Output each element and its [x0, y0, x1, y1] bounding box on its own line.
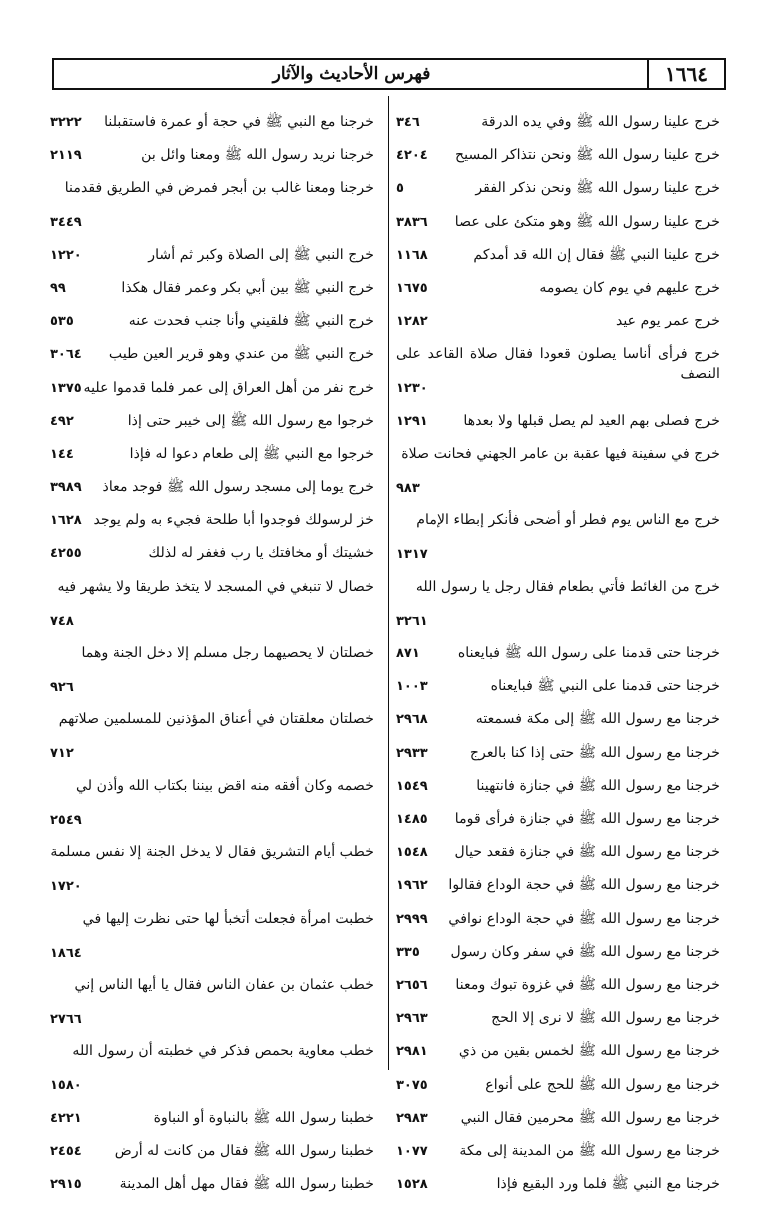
hadith-incipit-text: خرج مع الناس يوم فطر أو أضحى فأنكر إبطاء الإمام	[416, 512, 720, 529]
hadith-reference-number: ٤٢٠٤	[396, 148, 428, 164]
hadith-incipit-text: خرج في سفينة فيها عقبة بن عامر الجهني فحانت صلاة	[401, 445, 720, 462]
index-entry	[50, 709, 374, 775]
hadith-incipit-text: خطبت امرأة فجعلت أتخبأ لها حتى نظرت إليها في	[82, 910, 374, 927]
index-entry	[396, 1041, 720, 1074]
index-entry	[396, 975, 720, 1008]
hadith-incipit-text: خرجنا مع رسول الله ﷺ في جنازة فقعد حيال	[454, 844, 720, 861]
hadith-incipit-text: خرج النبي ﷺ من عندي وهو قرير العين طيب	[108, 346, 374, 363]
index-entry	[396, 212, 720, 245]
index-entry	[396, 577, 720, 643]
hadith-reference-number: ١٦٧٥	[396, 280, 428, 296]
hadith-reference-number: ١٣٧٥	[50, 380, 82, 396]
hadith-reference-number: ١٢٩١	[396, 413, 428, 429]
hadith-reference-number: ٣٩٨٩	[50, 480, 82, 496]
hadith-reference-number: ٤٢٢١	[50, 1110, 82, 1126]
hadith-reference-number: ٤٩٢	[50, 413, 74, 429]
index-entry	[396, 278, 720, 311]
index-entry	[396, 510, 720, 576]
hadith-incipit-text: خرجنا مع رسول الله ﷺ لا نرى إلا الحج	[491, 1010, 720, 1027]
hadith-reference-number: ٤٢٥٥	[50, 546, 82, 562]
index-entry	[396, 178, 720, 211]
hadith-incipit-text: خرجنا ومعنا غالب بن أبجر فمرض في الطريق فقدمنا	[64, 180, 374, 197]
hadith-reference-number: ٧٤٨	[50, 613, 74, 629]
index-entry	[50, 344, 374, 377]
hadith-reference-number: ١٢٢٠	[50, 247, 82, 263]
index-entry	[50, 1141, 374, 1174]
hadith-incipit-text: خرجنا مع رسول الله ﷺ من المدينة إلى مكة	[459, 1142, 720, 1159]
index-entry	[396, 411, 720, 444]
index-entry	[396, 444, 720, 510]
hadith-reference-number: ٢٩٩٩	[396, 911, 428, 927]
hadith-incipit-text: خرج علينا رسول الله ﷺ وفي يده الدرقة	[481, 114, 720, 130]
index-entry	[396, 245, 720, 278]
hadith-incipit-text: خطب أيام التشريق فقال لا يدخل الجنة إلا نفس مسلمة	[50, 844, 374, 861]
hadith-reference-number: ١٨٦٤	[50, 945, 82, 961]
index-entry	[50, 145, 374, 178]
hadith-reference-number: ٢١١٩	[50, 148, 82, 164]
hadith-reference-number: ٣٤٤٩	[50, 215, 82, 231]
index-entry	[50, 909, 374, 975]
index-entry	[396, 1008, 720, 1041]
hadith-reference-number: ١٤٨٥	[396, 812, 428, 827]
index-entry	[50, 245, 374, 278]
hadith-incipit-text: خرجنا مع رسول الله ﷺ في حجة الوداع فقالوا	[448, 877, 720, 894]
hadith-incipit-text: خرجنا حتى قدمنا على النبي ﷺ فبايعناه	[490, 678, 720, 695]
hadith-incipit-text: خطبنا رسول الله ﷺ فقال من كانت له أرض	[114, 1142, 374, 1159]
hadith-reference-number: ٢٩٣٣	[396, 745, 428, 761]
hadith-incipit-text: خرج علينا رسول الله ﷺ ونحن نذكر الفقر	[475, 180, 720, 197]
index-entry	[50, 842, 374, 908]
hadith-incipit-text: خرجنا مع رسول الله ﷺ في جنازة فرأى قوما	[454, 811, 720, 827]
hadith-incipit-text: خرج علينا رسول الله ﷺ وهو متكئ على عصا	[454, 213, 720, 230]
hadith-reference-number: ١٢٨٢	[396, 314, 428, 330]
hadith-reference-number: ٢٧٦٦	[50, 1011, 82, 1027]
hadith-incipit-text: خرجنا مع رسول الله ﷺ للحج على أنواع	[485, 1076, 720, 1093]
hadith-reference-number: ١٥٤٩	[396, 778, 428, 794]
hadith-incipit-text: خشيتك أو مخافتك يا رب فغفر له لذلك	[148, 545, 374, 562]
hadith-incipit-text: خرج علينا رسول الله ﷺ ونحن نتذاكر المسيح	[455, 147, 720, 164]
hadith-reference-number: ٣٤٦	[396, 115, 420, 130]
hadith-reference-number: ١٣١٧	[396, 547, 428, 563]
index-entry	[396, 344, 720, 410]
index-entry	[396, 942, 720, 975]
hadith-reference-number: ٨٧١	[396, 646, 420, 662]
index-entry	[50, 444, 374, 477]
hadith-incipit-text: خرجنا مع النبي ﷺ في حجة أو عمرة فاستقبلنا	[104, 114, 374, 130]
index-entry	[50, 1174, 374, 1207]
hadith-reference-number: ٧١٢	[50, 746, 74, 762]
hadith-incipit-text: خرج عليهم في يوم كان يصومه	[539, 279, 720, 296]
index-entry	[396, 311, 720, 344]
hadith-reference-number: ١٠٠٣	[396, 679, 428, 695]
hadith-incipit-text: خز لرسولك فوجدوا أبا طلحة فجيء به ولم يوجد	[93, 512, 374, 529]
left-column	[50, 112, 374, 1207]
hadith-reference-number: ٢٩٨١	[396, 1044, 428, 1060]
hadith-reference-number: ٩٨٣	[396, 480, 420, 496]
hadith-reference-number: ٢٩٦٨	[396, 712, 428, 728]
index-entry	[50, 643, 374, 709]
index-entry	[50, 477, 374, 510]
index-entry	[50, 543, 374, 576]
index-entry	[396, 112, 720, 145]
hadith-incipit-text: خرجنا مع رسول الله ﷺ في غزوة تبوك ومعنا	[455, 976, 720, 993]
hadith-incipit-text: خصلتان معلقتان في أعناق المؤذنين للمسلمين صلاتهم	[58, 711, 374, 728]
hadith-incipit-text: خطبنا رسول الله ﷺ بالنباوة أو النباوة	[153, 1109, 374, 1126]
hadith-reference-number: ٢٩٨٣	[396, 1110, 428, 1126]
index-entry	[396, 145, 720, 178]
hadith-incipit-text: خرجنا مع رسول الله ﷺ حتى إذا كنا بالعرج	[469, 744, 720, 761]
index-entry	[50, 112, 374, 145]
hadith-reference-number: ٩٩	[50, 280, 66, 296]
hadith-reference-number: ١١٦٨	[396, 247, 428, 263]
index-entry	[50, 378, 374, 411]
hadith-reference-number: ٩٢٦	[50, 680, 74, 696]
index-entry	[396, 709, 720, 742]
hadith-incipit-text: خرجنا نريد رسول الله ﷺ ومعنا وائل بن	[141, 147, 374, 164]
hadith-reference-number: ١٥٢٨	[396, 1177, 428, 1193]
hadith-incipit-text: خرج علينا النبي ﷺ فقال إن الله قد أمدكم	[473, 246, 720, 263]
hadith-incipit-text: خرجنا مع رسول الله ﷺ محرمين فقال النبي	[460, 1109, 720, 1126]
index-entry	[396, 909, 720, 942]
hadith-reference-number: ٣٢٦١	[396, 613, 428, 629]
index-entry	[50, 510, 374, 543]
page-number: ١٦٦٤	[647, 60, 724, 88]
right-column	[396, 112, 720, 1207]
hadith-reference-number: ٣٨٣٦	[396, 214, 428, 230]
hadith-reference-number: ١٤٤	[50, 446, 74, 462]
hadith-incipit-text: خرج النبي ﷺ بين أبي بكر وعمر فقال هكذا	[121, 279, 374, 296]
column-divider	[388, 96, 389, 1070]
index-entry	[50, 278, 374, 311]
index-entry	[396, 1075, 720, 1108]
hadith-reference-number: ١٠٧٧	[396, 1143, 428, 1159]
index-entry	[50, 411, 374, 444]
hadith-incipit-text: خرجوا مع رسول الله ﷺ إلى خيبر حتى إذا	[127, 412, 374, 429]
hadith-reference-number: ١٥٨٠	[50, 1078, 82, 1094]
hadith-incipit-text: خرج النبي ﷺ فلقيني وأنا جنب فحدت عنه	[128, 313, 374, 330]
index-entry	[50, 178, 374, 244]
index-entry	[396, 743, 720, 776]
hadith-incipit-text: خصال لا تنبغي في المسجد لا يتخذ طريقا ولا يشهر فيه	[57, 578, 374, 595]
hadith-reference-number: ١٢٣٠	[396, 381, 428, 397]
hadith-reference-number: ٢٩٦٣	[396, 1011, 428, 1027]
hadith-reference-number: ٥	[396, 181, 404, 197]
hadith-incipit-text: خرجنا مع رسول الله ﷺ في حجة الوداع نوافي	[448, 910, 720, 927]
hadith-incipit-text: خرجنا مع النبي ﷺ فلما ورد البقيع فإذا	[496, 1176, 720, 1193]
index-entry	[396, 643, 720, 676]
hadith-incipit-text: خطب عثمان بن عفان الناس فقال يا أيها الناس إني	[74, 976, 374, 993]
hadith-incipit-text: خرج يوما إلى مسجد رسول الله ﷺ فوجد معاذ	[102, 479, 374, 496]
hadith-reference-number: ٢٩١٥	[50, 1177, 82, 1193]
index-entry	[396, 1141, 720, 1174]
index-entry	[50, 776, 374, 842]
hadith-incipit-text: خرج نفر من أهل العراق إلى عمر فلما قدموا عليه	[83, 379, 374, 396]
index-entry	[396, 809, 720, 842]
hadith-reference-number: ١٧٢٠	[50, 879, 82, 895]
hadith-incipit-text: خرج فرأى أناسا يصلون قعودا فقال صلاة القاعد على النصف	[396, 346, 720, 383]
hadith-reference-number: ٣٠٦٤	[50, 347, 82, 363]
page-title: فهرس الأحاديث والآثار	[272, 64, 431, 84]
hadith-incipit-text: خصلتان لا يحصيهما رجل مسلم إلا دخل الجنة وهما	[81, 645, 374, 662]
hadith-incipit-text: خرج من الغائط فأتي بطعام فقال رجل يا رسول الله	[415, 578, 720, 595]
index-entry	[50, 975, 374, 1041]
hadith-incipit-text: خرج فصلى بهم العيد لم يصل قبلها ولا بعدها	[463, 412, 720, 429]
index-entry	[396, 1108, 720, 1141]
hadith-reference-number: ١٩٦٢	[396, 878, 428, 894]
hadith-reference-number: ٣٢٢٢	[50, 115, 82, 130]
hadith-incipit-text: خرجنا حتى قدمنا على رسول الله ﷺ فبايعناه	[457, 645, 720, 662]
hadith-incipit-text: خرجوا مع النبي ﷺ إلى طعام دعوا له فإذا	[129, 445, 374, 462]
index-entry	[50, 1041, 374, 1107]
hadith-incipit-text: خرج عمر يوم عيد	[615, 313, 720, 330]
page-header	[52, 58, 726, 90]
hadith-reference-number: ٢٦٥٦	[396, 977, 428, 993]
index-entry	[50, 311, 374, 344]
index-entry	[396, 776, 720, 809]
index-entry	[50, 1108, 374, 1141]
index-entry	[396, 676, 720, 709]
hadith-incipit-text: خرج النبي ﷺ إلى الصلاة وكبر ثم أشار	[148, 246, 374, 263]
hadith-reference-number: ١٦٢٨	[50, 513, 82, 529]
hadith-reference-number: ٢٤٥٤	[50, 1143, 82, 1159]
hadith-reference-number: ٣٣٥	[396, 944, 420, 960]
hadith-reference-number: ٢٥٤٩	[50, 812, 82, 828]
hadith-incipit-text: خرجنا مع رسول الله ﷺ لخمس بقين من ذي	[458, 1043, 720, 1060]
hadith-incipit-text: خرجنا مع رسول الله ﷺ إلى مكة فسمعته	[475, 711, 720, 728]
hadith-incipit-text: خصمه وكان أفقه منه اقض بيننا بكتاب الله وأذن لي	[75, 777, 374, 794]
hadith-incipit-text: خطب معاوية بحمص فذكر في خطبته أن رسول الله	[72, 1043, 374, 1060]
hadith-incipit-text: خرجنا مع رسول الله ﷺ في جنازة فانتهينا	[476, 777, 720, 794]
index-entry	[396, 842, 720, 875]
index-entry	[396, 1174, 720, 1207]
hadith-incipit-text: خطبنا رسول الله ﷺ فقال مهل أهل المدينة	[119, 1176, 374, 1193]
index-entry	[396, 875, 720, 908]
hadith-reference-number: ١٥٤٨	[396, 845, 428, 861]
index-entry	[50, 577, 374, 643]
hadith-reference-number: ٣٠٧٥	[396, 1077, 428, 1093]
hadith-incipit-text: خرجنا مع رسول الله ﷺ في سفر وكان رسول	[450, 943, 720, 960]
hadith-reference-number: ٥٣٥	[50, 314, 74, 330]
